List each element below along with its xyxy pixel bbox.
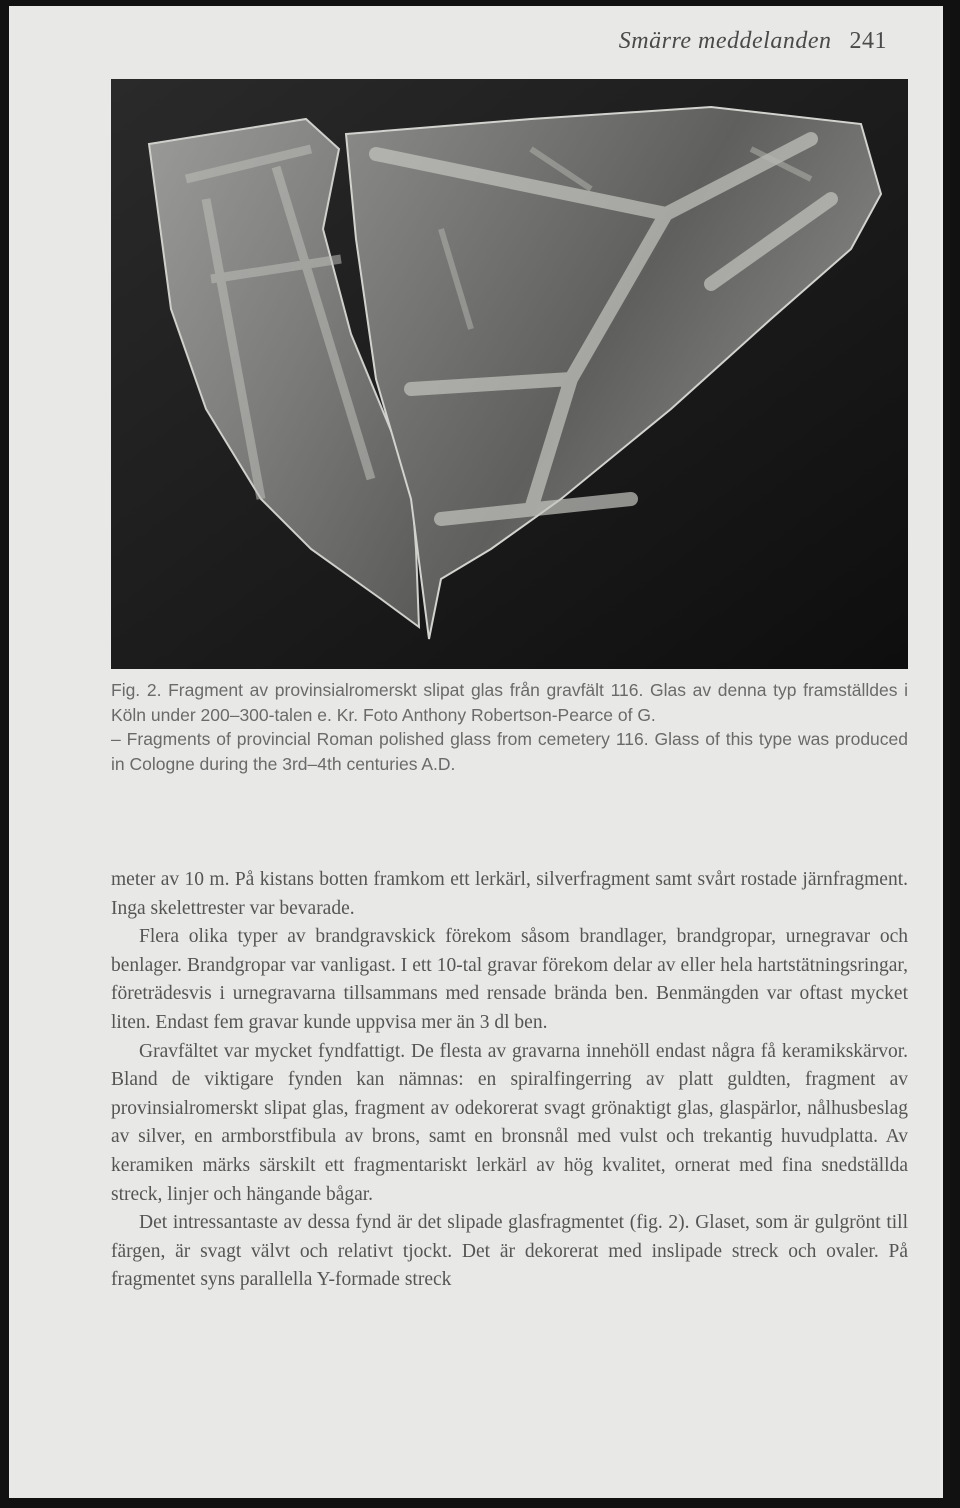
- glass-fragment-illustration: [111, 79, 908, 669]
- figure-caption: [111, 678, 908, 776]
- body-text: [111, 866, 908, 1295]
- running-header: [619, 28, 887, 55]
- paragraph-2: Flera olika typer av brandgravskick förekom såsom brandlager, brandgropar, urnegravar och benlager. Brandgropar var vanligast. I ett 10-tal gravar förekom delar av eller hela hartstätningsringar, företrädesvis i urnegravarna tillsammans med rensade brända ben. Benmängden var oftast mycket liten. Endast fem gravar kunde uppvisa mer än 3 dl ben.: [111, 926, 908, 1033]
- page-number: 241: [849, 28, 887, 54]
- document-page: [9, 6, 943, 1498]
- running-title: Smärre meddelanden: [618, 28, 832, 54]
- glass-fragment-photo: [111, 79, 908, 669]
- paragraph-4: Det intressantaste av dessa fynd är det slipade glasfragmentet (fig. 2). Glaset, som är gulgrönt till färgen, är svagt välvt och relativt tjockt. Det är dekorerat med inslipade streck och ovaler. På fragmentet syns parallella Y-formade streck: [111, 1212, 908, 1291]
- paragraph-1: meter av 10 m. På kistans botten framkom ett lerkärl, silverfragment samt svårt rostade järnfragment. Inga skelettrester var bevarade.: [111, 869, 908, 919]
- caption-swedish: Fig. 2. Fragment av provinsialromerskt slipat glas från gravfält 116. Glas av denna typ framställdes i Köln under 200–300-talen e. Kr. Foto Anthony Robertson-Pearce of G.: [111, 680, 908, 725]
- paragraph-3: Gravfältet var mycket fyndfattigt. De flesta av gravarna innehöll endast några få keramikskärvor. Bland de viktigare fynden kan nämnas: en spiralfingerring av platt guldten, fragment av provinsialromerskt slipat glas, fragment av odekorerat svagt grönaktigt glas, glaspärlor, nålhusbeslag av silver, en armborstfibula av brons, samt en bronsnål med vulst och trekantig huvudplatta. Av keramiken märks särskilt ett fragmentariskt lerkärl av hög kvalitet, ornerat med fina snedställda streck, linjer och hängande bågar.: [111, 1040, 908, 1205]
- caption-english: – Fragments of provincial Roman polished glass from cemetery 116. Glass of this type was produced in Cologne during the 3rd–4th centuries A.D.: [111, 729, 908, 774]
